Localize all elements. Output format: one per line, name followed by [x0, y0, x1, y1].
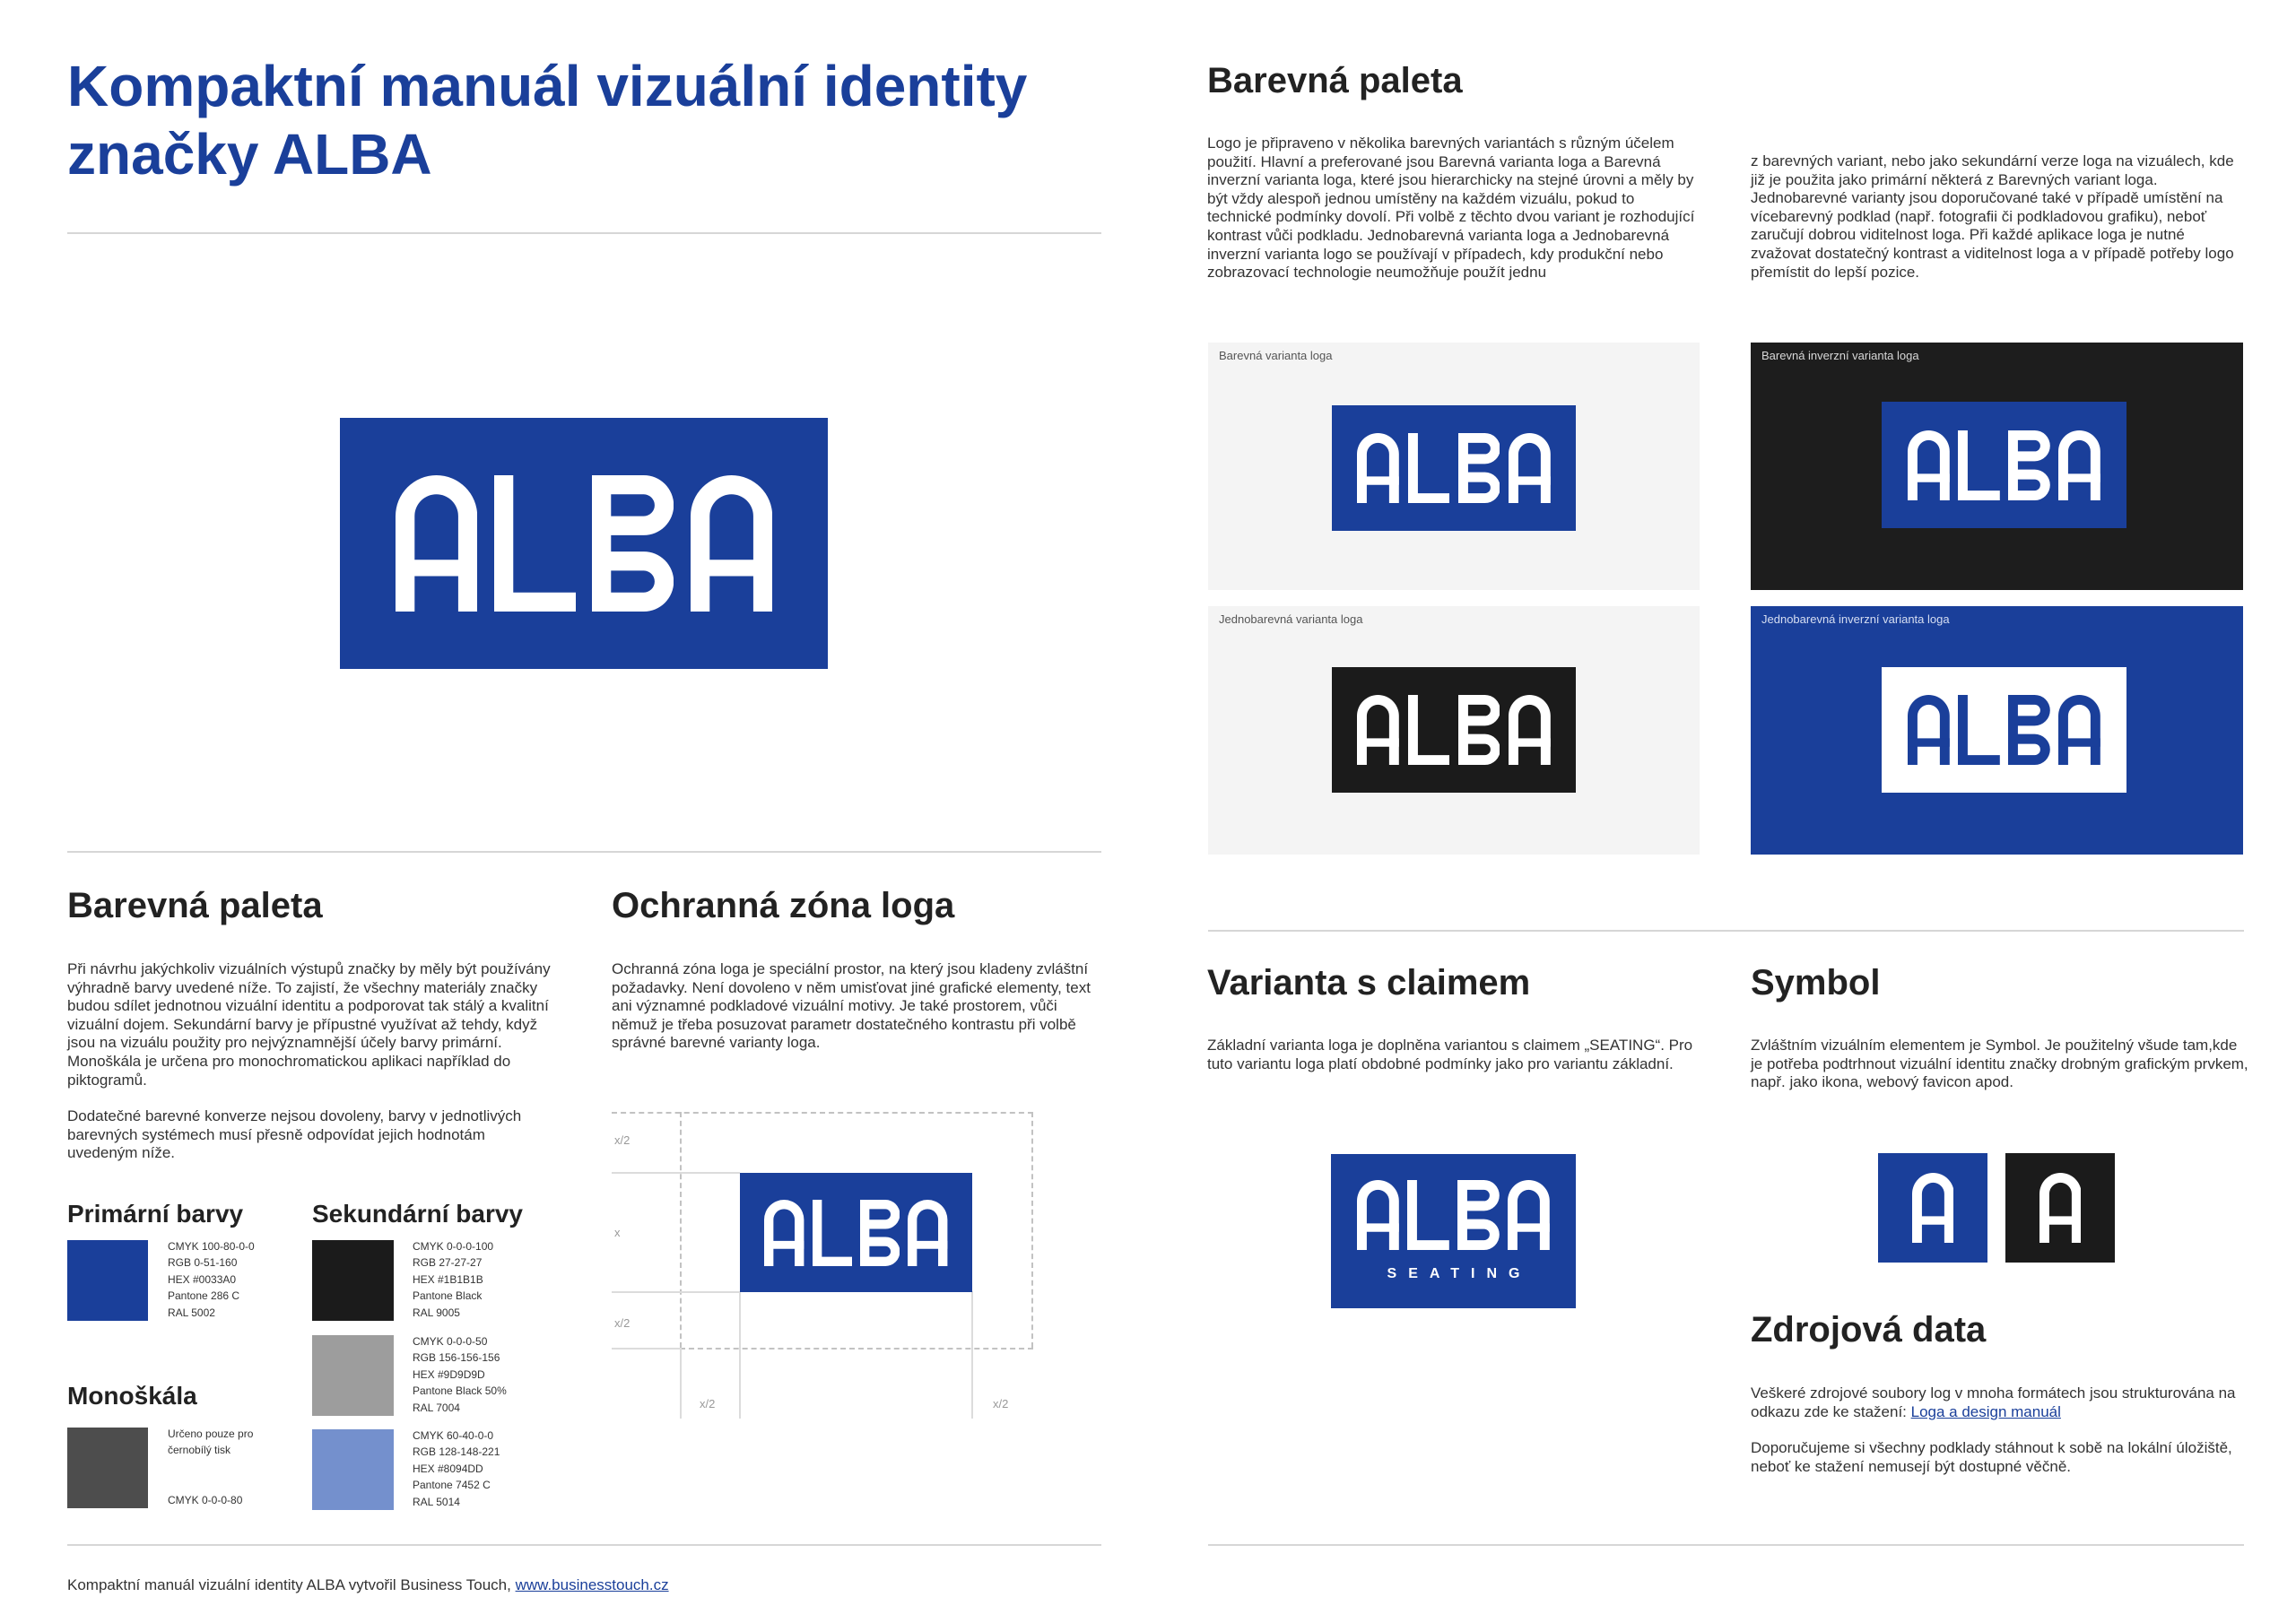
wordmark-letter-l [1408, 433, 1450, 503]
wordmark-letter-a [2058, 430, 2100, 500]
source-paragraph: Doporučujeme si všechny podklady stáhnout k sobě na lokální úložiště, neboť ke stažení nemusejí být dostupné věčně. [1751, 1439, 2232, 1475]
variant-panel-mono-inverse [1751, 606, 2243, 855]
wordmark-letter-l [813, 1200, 852, 1266]
wordmark-letter-a [1509, 695, 1551, 765]
wordmark-letter-l [1407, 1180, 1449, 1250]
variant-label: Barevná varianta loga [1219, 349, 1333, 362]
wordmark-letter-a [1908, 695, 1950, 765]
variant-logo [1332, 667, 1576, 793]
dimension-label: x [614, 1226, 621, 1239]
divider [1208, 930, 2244, 932]
dimension-label: x/2 [700, 1397, 716, 1410]
wordmark-letter-l [1958, 695, 2000, 765]
variant-label: Barevná inverzní varianta loga [1761, 349, 1919, 362]
symbol-a-icon [2039, 1173, 2082, 1243]
variant-label: Jednobarevná inverzní varianta loga [1761, 612, 1950, 626]
wordmark-letter-a [1357, 433, 1399, 503]
alba-wordmark [1908, 695, 2100, 765]
alba-wordmark [1357, 433, 1550, 503]
wordmark-letter-a [396, 475, 477, 612]
dimension-label: x/2 [614, 1133, 631, 1147]
wordmark-letter-b [1458, 433, 1500, 503]
wordmark-letter-a [1508, 1180, 1550, 1250]
symbol-blue [1878, 1153, 1987, 1263]
source-paragraph: Veškeré zdrojové soubory log v mnoha formátech jsou strukturována na odkazu zde ke stažení: Loga a design manuál [1751, 1384, 2236, 1420]
wordmark-letter-a [1357, 695, 1399, 765]
symbol-a-icon [1912, 1173, 1954, 1243]
wordmark-letter-l [1958, 430, 2000, 500]
variant-label: Jednobarevná varianta loga [1219, 612, 1363, 626]
symbol-heading: Symbol [1751, 963, 1881, 1002]
variant-panel-color-inverse [1751, 343, 2243, 590]
claim-heading: Varianta s claimem [1207, 963, 1531, 1002]
claim-description: Základní varianta loga je doplněna variantou s claimem „SEATING“. Pro tuto variantu loga platí obdobné podmínky jako pro variantu základní. [1207, 1037, 1693, 1072]
wordmark-letter-a [764, 1200, 804, 1266]
variants-description-col1: Logo je připraveno v několika barevných variantách s různým účelem použití. Hlavní a preferované jsou Barevná varianta loga a Barevná inverzní varianta loga, které jsou hierarchicky na stejné úrovni a měly by být vždy alespoň jednou umístěny na každém vizuálu, pokud to technické podmínky dovolí. Při volbě z těchto dvou variant je rozhodující kontrast vůči podkladu. Jednobarevná varianta loga a Jednobarevná inverzní varianta logo se používají v případech, kdy produkční nebo zobrazovací technologie neumožňuje použít jednu [1207, 135, 1695, 282]
palette-description [67, 960, 552, 1163]
zone-logo [740, 1173, 972, 1292]
footer-text: Kompaktní manuál vizuální identity ALBA vytvořil Business Touch, [67, 1576, 516, 1593]
wordmark-letter-l [1408, 695, 1450, 765]
wordmark-letter-b [2008, 695, 2050, 765]
variant-logo [1882, 667, 2126, 793]
wordmark-letter-b [1458, 695, 1500, 765]
variant-logo [1882, 402, 2126, 528]
divider [1208, 1544, 2244, 1546]
palette-paragraph: Dodatečné barevné konverze nejsou dovoleny, barvy v jednotlivých barevných systémech musí přesně odpovídat jejich hodnotám uvedeným níže. [67, 1107, 522, 1162]
wordmark-letter-a [691, 475, 772, 612]
alba-wordmark [1908, 430, 2100, 500]
wordmark-letter-b [592, 475, 674, 612]
wordmark-letter-a [908, 1200, 947, 1266]
variants-heading: Barevná paleta [1207, 61, 1463, 100]
swatch-specs: CMYK 100-80-0-0 RGB 0-51-160 HEX #0033A0 Pantone 286 C RAL 5002 [168, 1240, 255, 1319]
wordmark-letter-b [1457, 1180, 1500, 1250]
wordmark-letter-a [2058, 695, 2100, 765]
swatch-light-blue [312, 1429, 394, 1510]
download-link[interactable]: Loga a design manuál [1910, 1402, 2061, 1420]
divider [67, 851, 1101, 853]
divider [67, 232, 1101, 234]
divider [67, 1544, 1101, 1546]
wordmark-letter-a [1357, 1180, 1399, 1250]
footer-link[interactable]: www.businesstouch.cz [515, 1576, 669, 1593]
swatch-specs: CMYK 0-0-0-100 RGB 27-27-27 HEX #1B1B1B Pantone Black RAL 9005 [413, 1240, 494, 1319]
wordmark-letter-a [1509, 433, 1551, 503]
alba-wordmark [1357, 1180, 1550, 1250]
swatch-grey [312, 1335, 394, 1416]
symbol-description: Zvláštním vizuálním elementem je Symbol. Je použitelný všude tam,kde je potřeba podtrhnout vizuální identitu značky drobným grafickým prvkem, např. jako ikona, webový favicon apod. [1751, 1037, 2248, 1091]
wordmark-letter-l [494, 475, 576, 612]
secondary-colors-heading: Sekundární barvy [312, 1200, 523, 1228]
mono-heading: Monoškála [67, 1382, 197, 1410]
zone-heading: Ochranná zóna loga [612, 886, 955, 925]
palette-heading: Barevná paleta [67, 886, 323, 925]
hero-logo [340, 418, 828, 669]
wordmark-letter-a [1908, 430, 1950, 500]
page-title: Kompaktní manuál vizuální identity značky ALBA [67, 54, 1028, 187]
dimension-label: x/2 [993, 1397, 1009, 1410]
wordmark-letter-a [2039, 1173, 2082, 1243]
wordmark-letter-a [1912, 1173, 1954, 1243]
dimension-label: x/2 [614, 1316, 631, 1330]
swatch-brand-blue [67, 1240, 148, 1321]
wordmark-letter-b [2008, 430, 2050, 500]
swatch-black [312, 1240, 394, 1321]
swatch-mono-grey [67, 1428, 148, 1508]
primary-colors-heading: Primární barvy [67, 1200, 244, 1228]
wordmark-letter-b [860, 1200, 900, 1266]
source-heading: Zdrojová data [1751, 1310, 1987, 1350]
variant-panel-mono [1208, 606, 1700, 855]
variant-panel-color [1208, 343, 1700, 590]
alba-wordmark [396, 475, 771, 612]
alba-wordmark [764, 1200, 947, 1266]
alba-wordmark [1357, 695, 1550, 765]
source-description [1751, 1384, 2253, 1476]
swatch-specs: CMYK 60-40-0-0 RGB 128-148-221 HEX #8094DD Pantone 7452 C RAL 5014 [413, 1429, 500, 1508]
palette-paragraph: Při návrhu jakýchkoliv vizuálních výstupů značky by měly být používány výhradně barvy uvedené níže. To zajistí, že všechny materiály značky budou sdílet jednotnou vizuální identitu a podporovat tak stálý a kvalitní vizuální dojem. Sekundární barvy je přípustné využívat až tehdy, když jsou na vizuálu použity pro nejvýznamnější účely barvy primární. Monoškála je určena pro monochromatickou aplikaci například do piktogramů. [67, 960, 551, 1089]
footer [67, 1575, 669, 1595]
symbol-black [2005, 1153, 2115, 1263]
swatch-specs: CMYK 0-0-0-50 RGB 156-156-156 HEX #9D9D9D Pantone Black 50% RAL 7004 [413, 1335, 507, 1414]
claim-logo [1331, 1154, 1576, 1308]
variants-description-col2: z barevných variant, nebo jako sekundární verze loga na vizuálech, kde již je použita jako primární některá z Barevných variant loga. Jednobarevné varianty jsou doporučované také v případě umístění na vícebarevný podklad (např. fotografii či podkladovou grafiku), neboť zaručují dobrou viditelnost loga. Při každé aplikace loga je nutné zvažovat dostatečný kontrast a viditelnost loga a v případě potřeby logo přemístit do lepší pozice. [1751, 152, 2234, 281]
claim-text: SEATING [1387, 1266, 1532, 1281]
zone-description: Ochranná zóna loga je speciální prostor, na který jsou kladeny zvláštní požadavky. Není dovoleno v něm umisťovat jiné grafické elementy, text ani významné podkladové vizuální motivy. Je také prostorem, vůči němuž je třeba posuzovat parametr dostatečného kontrastu při volbě správné barevné varianty loga. [612, 960, 1091, 1052]
swatch-specs: Určeno pouze pro černobílý tisk CMYK 0-0-0-80 [168, 1428, 254, 1506]
variant-logo [1332, 405, 1576, 531]
